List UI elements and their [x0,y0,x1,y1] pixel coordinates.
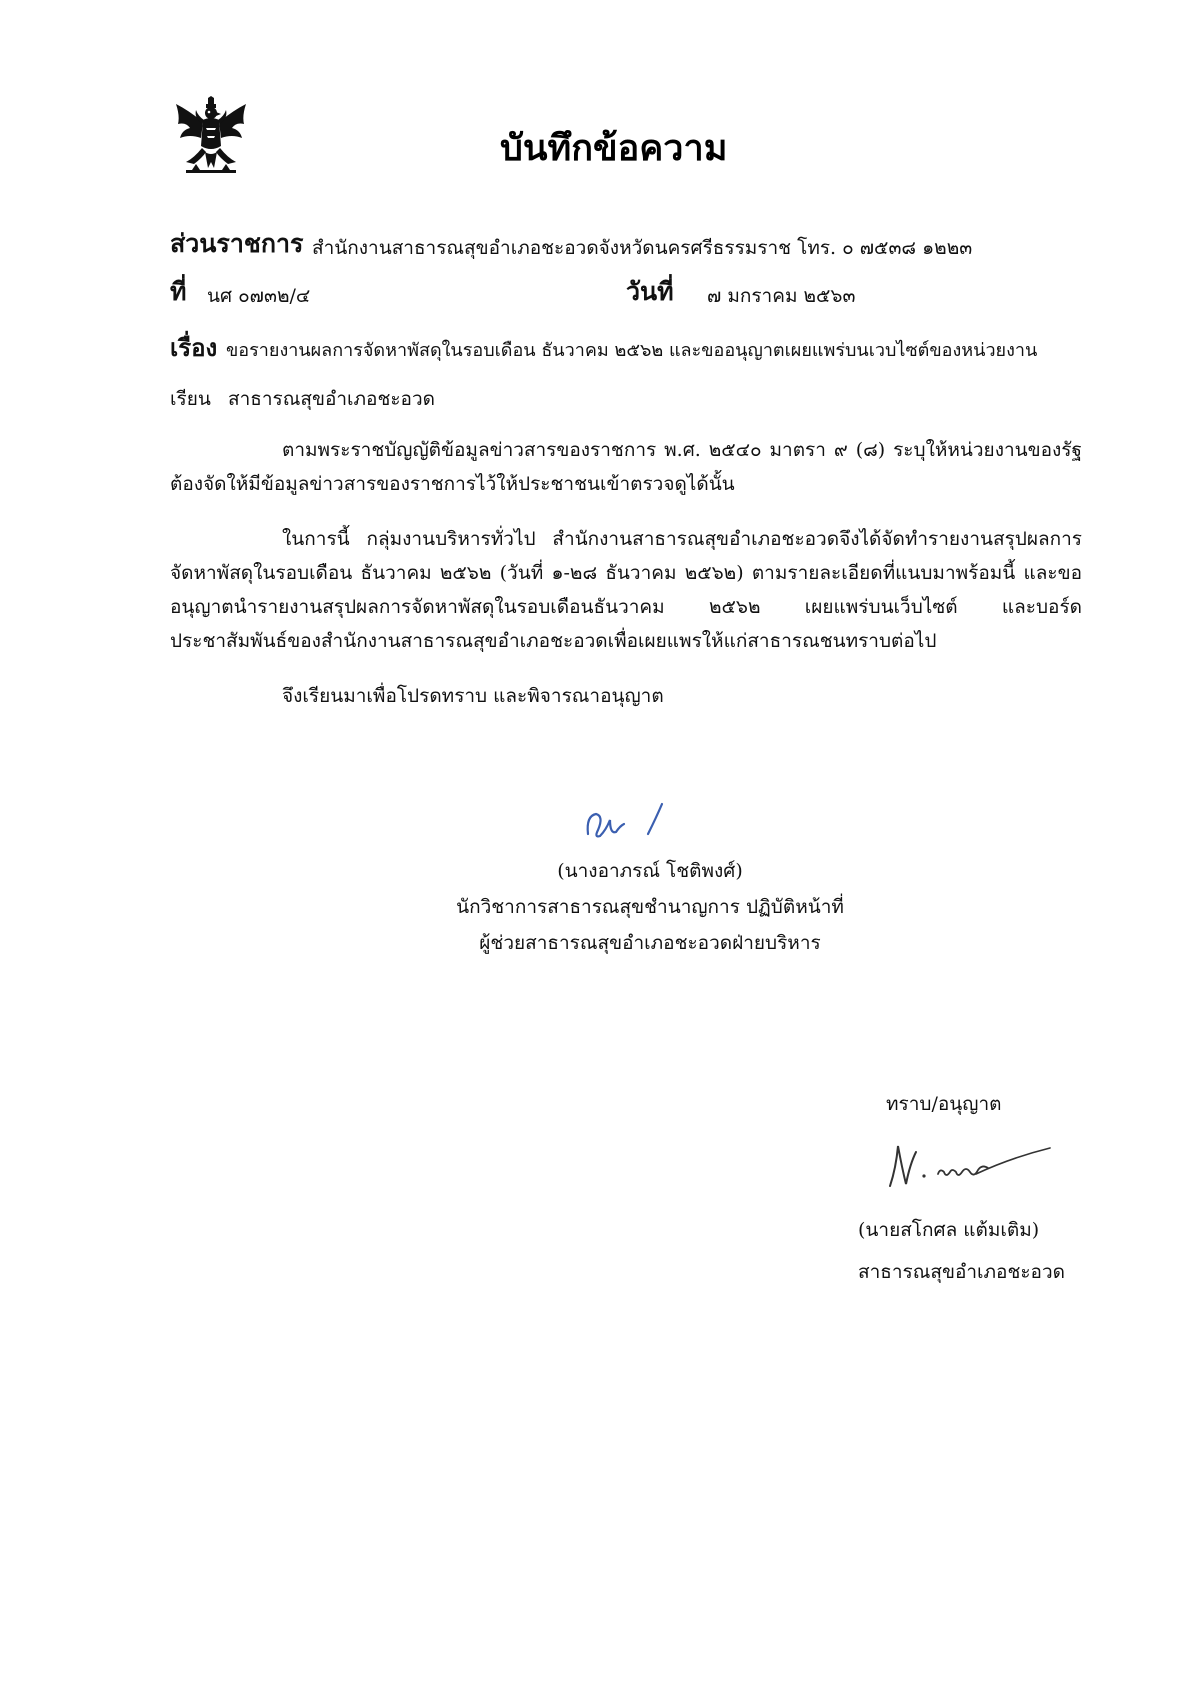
body-paragraph-3 [170,679,1082,713]
approver-name: (นายสโกศล แต้มเติม) [858,1219,1040,1241]
signer1-position-1: นักวิชาการสาธารณสุขชำนาญการ ปฏิบัติหน้าที่ [456,896,844,918]
signer1-position-2: ผู้ช่วยสาธารณสุขอำเภอชะอวดฝ่ายบริหาร [479,932,821,954]
to-value: สาธารณสุขอำเภอชะอวด [228,388,435,410]
approver-position: สาธารณสุขอำเภอชะอวด [858,1261,1065,1283]
body-paragraph-1 [170,433,1082,501]
ref-label: ที่ [170,277,187,306]
date-label: วันที่ [626,277,674,306]
agency-value: สำนักงานสาธารณสุขอำเภอชะอวดจังหวัดนครศรีธรรมราช โทร. ๐ ๗๕๓๘ ๑๒๒๓ [312,237,973,259]
signature-1 [580,790,690,850]
subject-value: ขอรายงานผลการจัดหาพัสดุในรอบเดือน ธันวาคม ๒๕๖๒ และขออนุญาตเผยแพร่บนเวบไซต์ของหน่วยงาน [226,340,1038,361]
ref-value: นศ ๐๗๓๒/๔ [207,285,311,307]
paragraph-3-text: จึงเรียนมาเพื่อโปรดทราบ และพิจารณาอนุญาต [282,685,664,707]
subject-label: เรื่อง [170,333,218,362]
to-label: เรียน [170,388,211,410]
paragraph-2-text: ในการนี้ กลุ่มงานบริหารทั่วไป สำนักงานสาธารณสุขอำเภอชะอวดจึงได้จัดทำรายงานสรุปผลการจัดหาพัสดุในรอบเดือน ธันวาคม ๒๕๖๒ (วันที่ ๑-๒๘ ธันวาคม ๒๕๖๒) ตามรายละเอียดที่แนบมาพร้อมนี้ และขออนุญาตนำรายงานสรุปผลการจัดหาพัสดุในรอบเดือนธันวาคม ๒๕๖๒ เผยแพร่บนเว็บไซต์ และบอร์ดประชาสัมพันธ์ของสำนักงานสาธารณสุขอำเภอชะอวดเพื่อเผยแพรให้แก่สาธารณชนทราบต่อไป [170,528,1082,652]
body-paragraph-2 [170,522,1082,658]
paragraph-1-text: ตามพระราชบัญญัติข้อมูลข่าวสารของราชการ พ.ศ. ๒๕๔๐ มาตรา ๙ (๘) ระบุให้หน่วยงานของรัฐต้องจัดให้มีข้อมูลข่าวสารของราชการไว้ให้ประชาชนเข้าตรวจดูได้นั้น [170,439,1082,495]
signature-2 [880,1128,1060,1198]
signer1-name: (นางอาภรณ์ โชติพงศ์) [557,860,743,882]
document-title: บันทึกข้อความ [500,127,728,169]
date-value: ๗ มกราคม ๒๕๖๓ [707,285,856,307]
agency-label: ส่วนราชการ [170,229,304,258]
garuda-emblem-icon [172,96,250,176]
approval-note: ทราบ/อนุญาต [886,1093,1002,1115]
